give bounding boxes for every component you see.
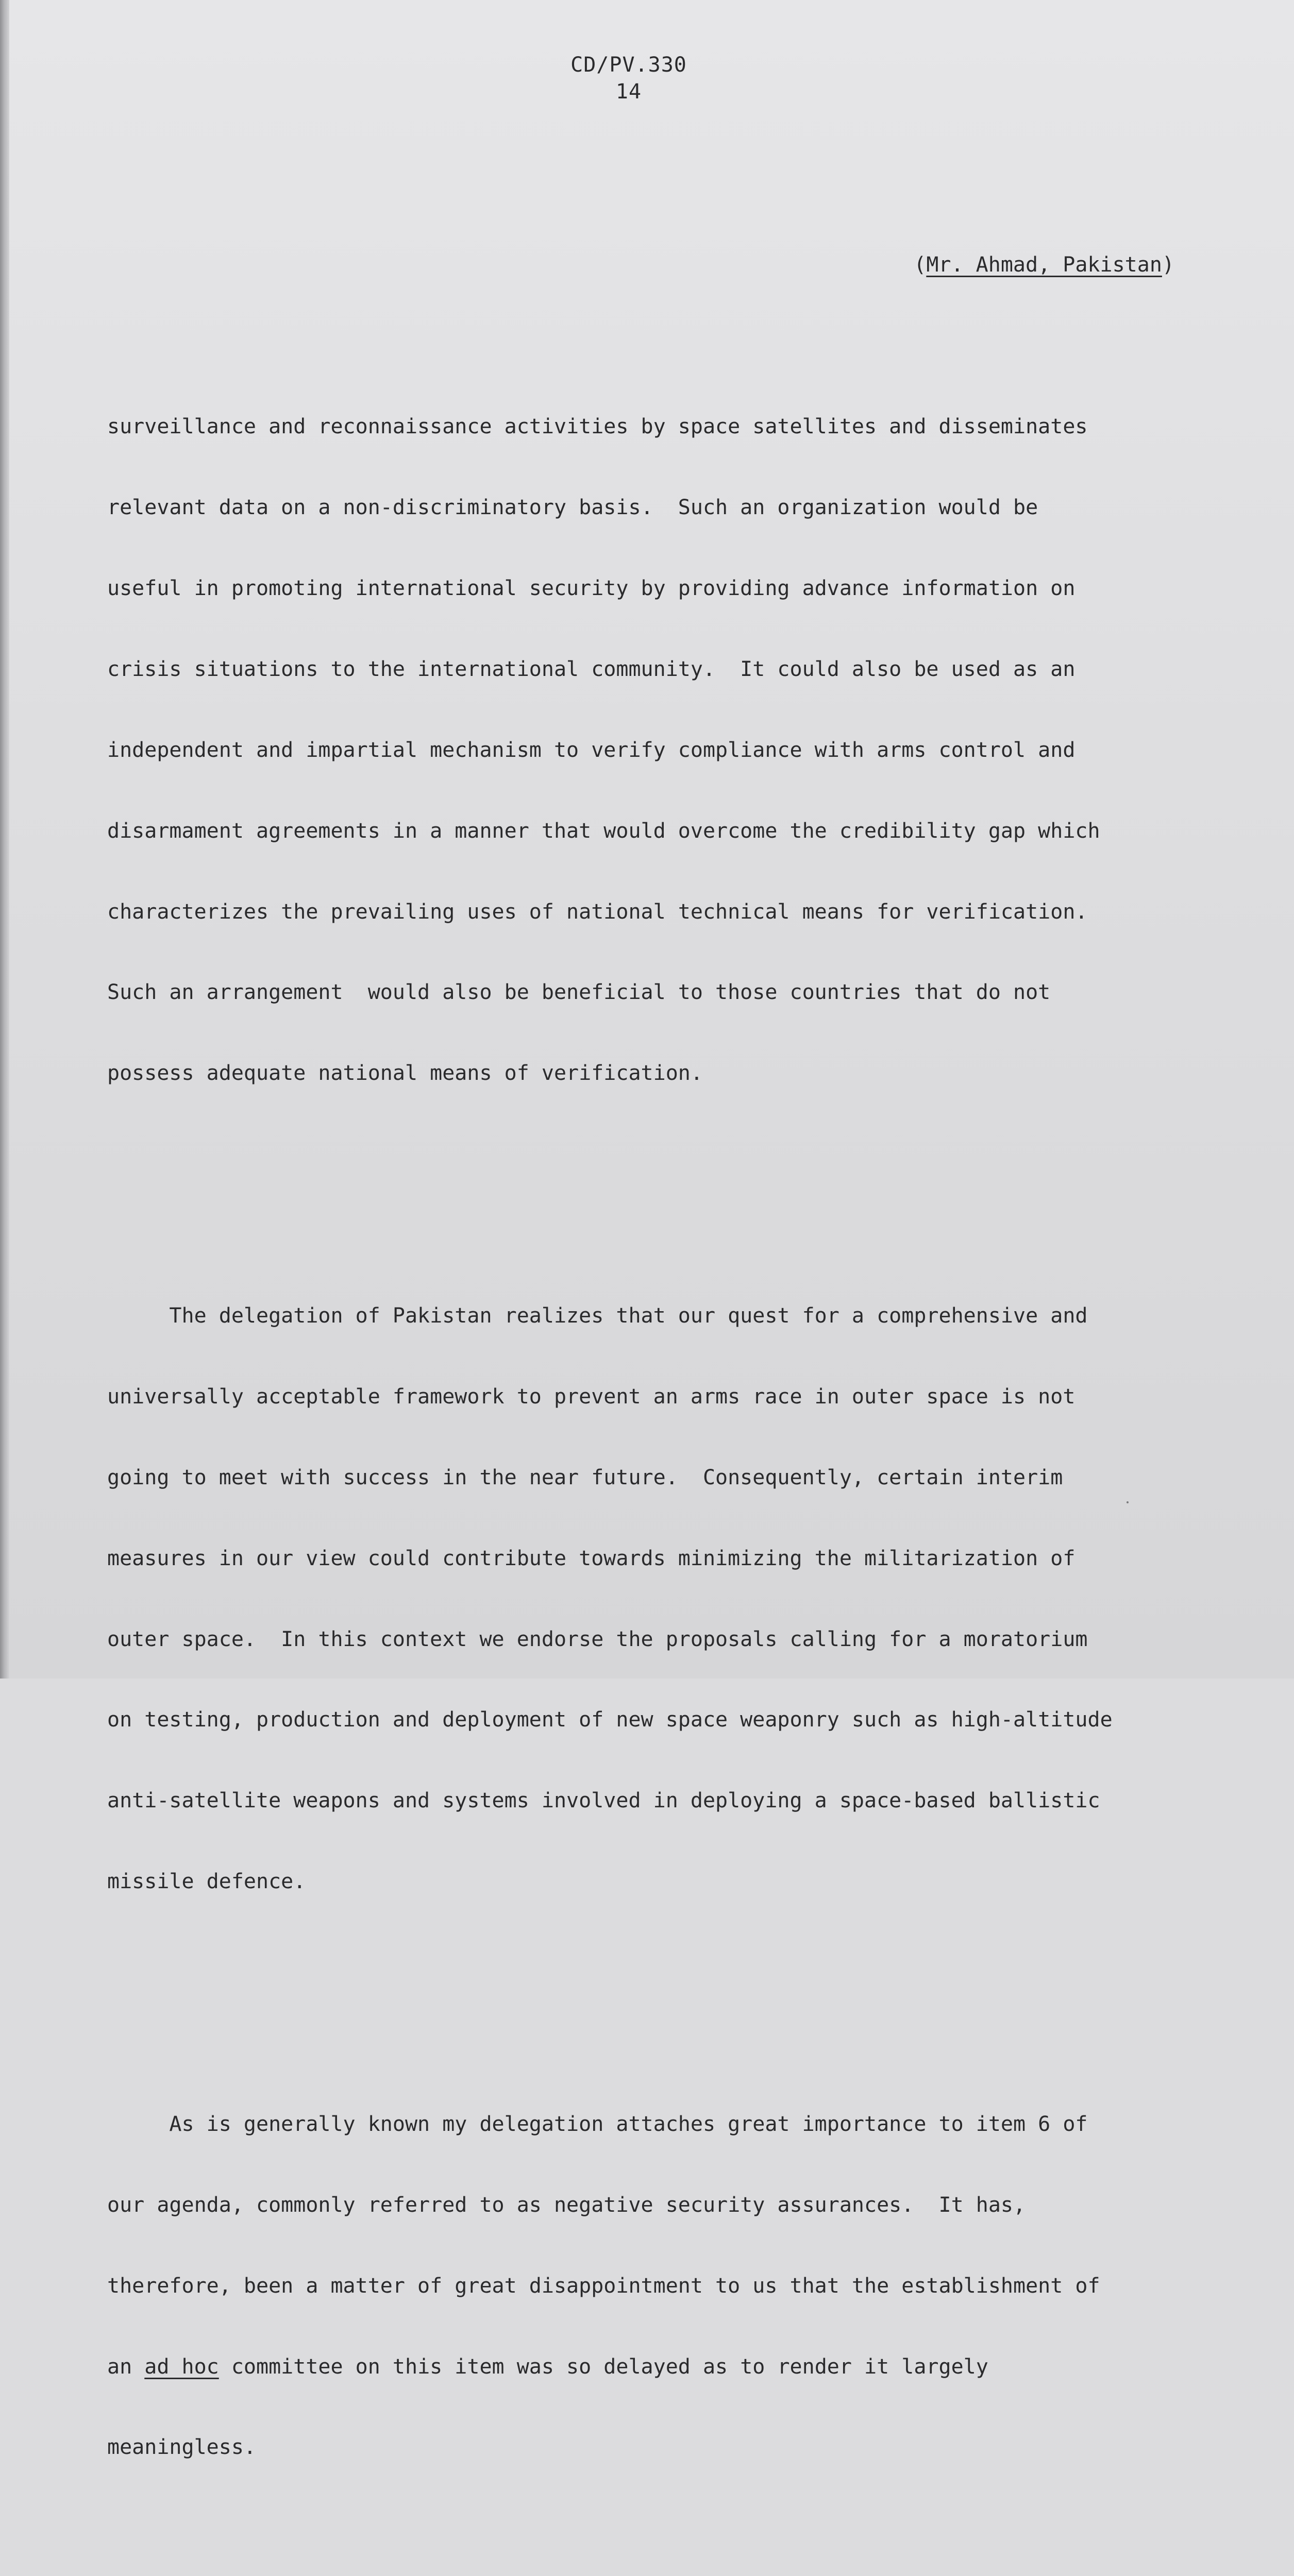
text-line: our agenda, commonly referred to as negative security assurances. It has, <box>107 2193 1026 2217</box>
speaker-close-paren: ) <box>1162 253 1174 277</box>
text-line: going to meet with success in the near future. Consequently, certain interim <box>107 1465 1063 1489</box>
document-symbol: CD/PV.330 <box>570 53 687 77</box>
text-line: As is generally known my delegation attaches great importance to item 6 of <box>107 2112 1088 2136</box>
text-line: surveillance and reconnaissance activities by space satellites and disseminates <box>107 415 1088 439</box>
statement-body <box>107 306 1195 2576</box>
speaker-open-paren: ( <box>914 253 927 277</box>
text-line: universally acceptable framework to prevent an arms race in outer space is not <box>107 1384 1075 1409</box>
text-line: relevant data on a non-discriminatory basis. Such an organization would be <box>107 496 1038 520</box>
paper-speck <box>1127 1501 1129 1503</box>
text-line: on testing, production and deployment of new space weaponry such as high-altitude <box>107 1708 1113 1732</box>
text-line: characterizes the prevailing uses of national technical means for verification. <box>107 900 1088 924</box>
document-header <box>557 52 701 105</box>
page-number: 14 <box>615 80 642 104</box>
text-line: meaningless. <box>107 2435 256 2460</box>
text-line: independent and impartial mechanism to verify compliance with arms control and <box>107 738 1075 762</box>
text-fragment: committee on this item was so delayed as to render it largely <box>219 2354 988 2379</box>
text-line: measures in our view could contribute towards minimizing the militarization of <box>107 1546 1075 1570</box>
paragraph-verification-organization <box>107 360 1195 1141</box>
paragraph-interim-measures <box>107 1248 1195 1949</box>
paragraph-security-assurances <box>107 2057 1195 2515</box>
speaker-name: Mr. Ahmad, Pakistan <box>926 253 1162 277</box>
text-line: anti-satellite weapons and systems involved in deploying a space-based ballistic <box>107 1789 1100 1813</box>
ad-hoc-emphasis: ad hoc <box>144 2354 219 2379</box>
text-line: useful in promoting international security by providing advance information on <box>107 576 1075 600</box>
text-line-ad-hoc <box>107 2353 1195 2380</box>
text-line: crisis situations to the international community. It could also be used as an <box>107 657 1075 681</box>
text-line: outer space. In this context we endorse the proposals calling for a moratorium <box>107 1627 1088 1651</box>
text-fragment: an <box>107 2354 145 2379</box>
page-binding-edge <box>0 0 9 1679</box>
text-line: possess adequate national means of verification. <box>107 1061 703 1086</box>
speaker-attribution <box>914 251 1174 278</box>
text-line: missile defence. <box>107 1870 306 1894</box>
text-line: Such an arrangement would also be beneficial to those countries that do not <box>107 980 1051 1005</box>
text-line: disarmament agreements in a manner that would overcome the credibility gap which <box>107 819 1100 843</box>
text-line: therefore, been a matter of great disappointment to us that the establishment of <box>107 2274 1100 2298</box>
text-line: The delegation of Pakistan realizes that our quest for a comprehensive and <box>107 1303 1088 1328</box>
